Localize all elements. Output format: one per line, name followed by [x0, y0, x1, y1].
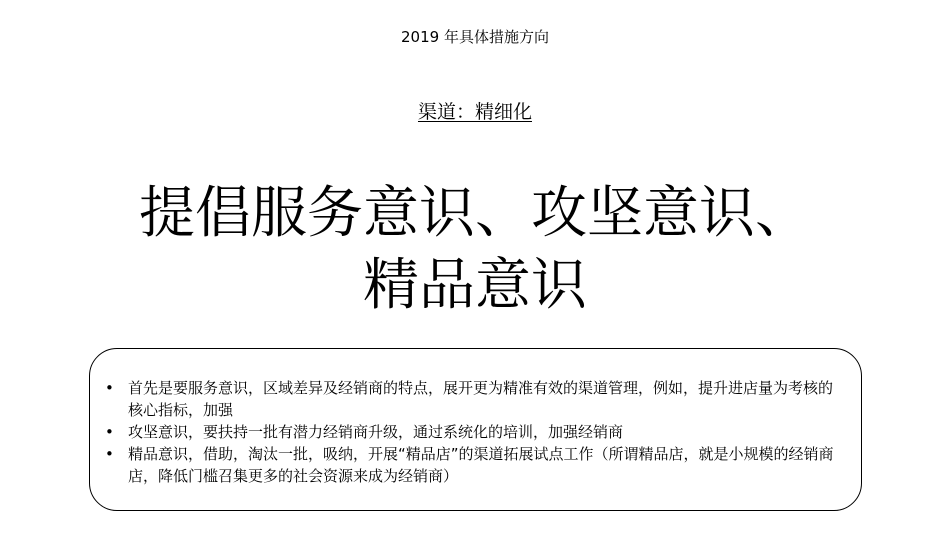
list-item	[105, 377, 840, 421]
list-item	[105, 443, 840, 487]
bullet-list	[105, 377, 840, 487]
headline-line-2: 精品意识	[363, 253, 587, 318]
slide-title: 2019 年具体措施方向	[401, 28, 549, 46]
bullet-text: 精品意识，借助，淘汰一批，吸纳，开展“精品店”的渠道拓展试点工作（所谓精品店，就是小规模的经销商店，降低门槛召集更多的社会资源来成为经销商）	[128, 445, 834, 485]
headline	[100, 178, 850, 322]
bullet-marker: •	[105, 423, 114, 441]
bullet-box	[89, 348, 862, 511]
section-subtitle-text: 渠道：精细化	[417, 101, 532, 123]
bullet-marker: •	[105, 445, 114, 463]
section-subtitle	[0, 99, 950, 125]
bullet-text: 攻坚意识，要扶持一批有潜力经销商升级，通过系统化的培训，加强经销商	[128, 423, 624, 441]
bullet-text: 首先是要服务意识，区域差异及经销商的特点，展开更为精准有效的渠道管理，例如，提升进店量为考核的核心指标，加强	[128, 379, 834, 419]
list-item	[105, 421, 840, 443]
bullet-marker: •	[105, 379, 114, 397]
headline-line-1: 提倡服务意识、攻坚意识、	[139, 181, 811, 246]
